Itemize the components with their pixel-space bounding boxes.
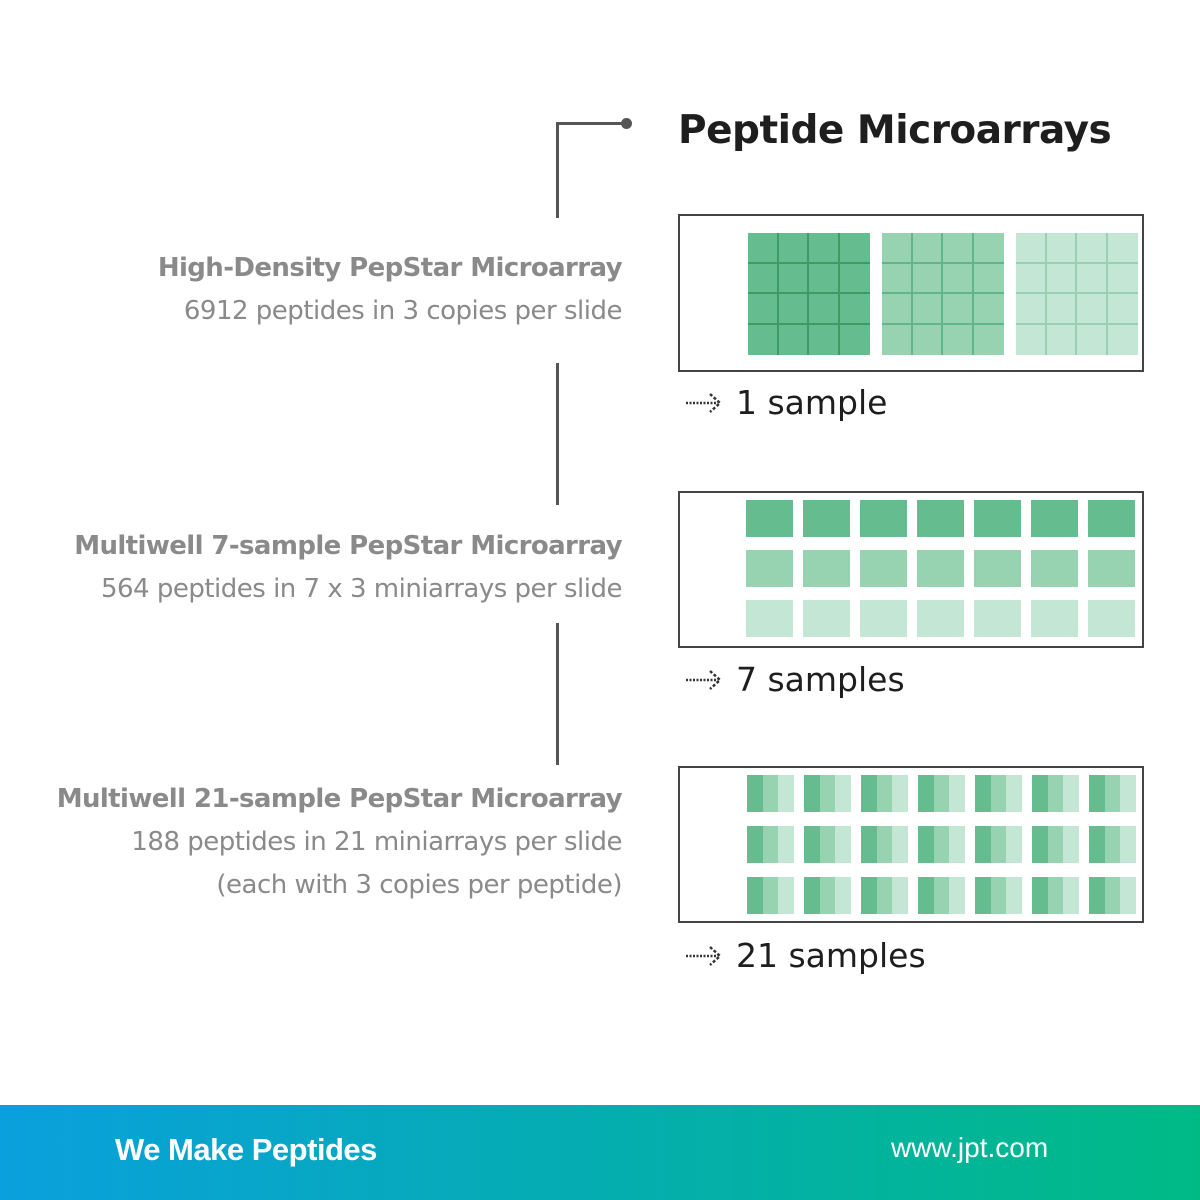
miniarray-well (1088, 500, 1135, 537)
dotted-arrow-icon (684, 667, 728, 693)
miniarray-well (804, 877, 851, 914)
array-spot (1016, 294, 1047, 325)
array-spot (1016, 264, 1047, 295)
array-spot (1016, 325, 1047, 356)
miniarray-well (804, 775, 851, 812)
miniarray-well (1031, 600, 1078, 637)
miniarray-well (746, 600, 793, 637)
array-spot (1077, 233, 1108, 264)
miniarray-well (975, 775, 1022, 812)
array-spot (748, 233, 779, 264)
miniarray-well (918, 877, 965, 914)
array-spot (748, 325, 779, 356)
miniarray-well (746, 550, 793, 587)
miniarray-well (974, 550, 1021, 587)
array-spot (779, 233, 810, 264)
miniarray-well (747, 826, 794, 863)
slide-high-density (678, 214, 1144, 372)
array-spot (1077, 294, 1108, 325)
array-spot (1047, 294, 1078, 325)
array-spot (1108, 294, 1139, 325)
miniarray-well (803, 500, 850, 537)
product-description-note: (each with 3 copies per peptide) (216, 870, 622, 900)
array-spot (943, 294, 974, 325)
result-7-samples (684, 660, 905, 699)
connector-dot-icon (621, 118, 632, 129)
miniarray-well (917, 550, 964, 587)
array-spot (840, 294, 871, 325)
miniarray-well (1089, 877, 1136, 914)
footer-slogan: We Make Peptides (115, 1132, 377, 1167)
array-spot (974, 233, 1005, 264)
array-spot (1047, 264, 1078, 295)
dotted-arrow-icon (684, 390, 728, 416)
miniarray-well (860, 550, 907, 587)
miniarray-well (918, 775, 965, 812)
product-label-high-density (158, 246, 622, 333)
footer-website-link[interactable]: www.jpt.com (891, 1132, 1049, 1163)
product-name: Multiwell 21-sample PepStar Microarray (56, 784, 622, 814)
miniarray-well (1031, 500, 1078, 537)
array-spot (1047, 325, 1078, 356)
array-spot (974, 325, 1005, 356)
array-spot (779, 294, 810, 325)
array-spot (779, 264, 810, 295)
miniarray-well (1031, 550, 1078, 587)
slide-multiwell-7 (678, 491, 1144, 648)
array-spot (1016, 233, 1047, 264)
result-label: 7 samples (736, 660, 905, 699)
array-spot (943, 264, 974, 295)
array-spot (840, 325, 871, 356)
array-spot (882, 233, 913, 264)
product-description: 564 peptides in 7 x 3 miniarrays per slide (100, 574, 622, 604)
product-label-multiwell-21 (57, 777, 622, 907)
connector-segment-1 (556, 122, 559, 218)
array-spot (943, 233, 974, 264)
miniarray-well (804, 826, 851, 863)
miniarray-well (1032, 826, 1079, 863)
miniarray-well (860, 600, 907, 637)
array-spot (809, 233, 840, 264)
result-label: 21 samples (736, 936, 926, 975)
array-spot (779, 325, 810, 356)
array-block-light (1016, 233, 1138, 355)
result-label: 1 sample (736, 383, 888, 422)
dotted-arrow-icon (684, 943, 728, 969)
miniarray-well (746, 500, 793, 537)
miniarray-well (747, 775, 794, 812)
result-21-samples (684, 936, 926, 975)
miniarray-well (917, 600, 964, 637)
miniarray-well (975, 877, 1022, 914)
miniarray-well (803, 550, 850, 587)
array-spot (1108, 233, 1139, 264)
array-spot (913, 233, 944, 264)
product-name: Multiwell 7-sample PepStar Microarray (74, 531, 622, 561)
array-spot (1047, 233, 1078, 264)
result-1-sample (684, 383, 887, 422)
product-label-multiwell-7 (74, 524, 622, 611)
page-title: Peptide Microarrays (678, 108, 1112, 153)
miniarray-well (1088, 550, 1135, 587)
miniarray-well (974, 600, 1021, 637)
array-block-dark (748, 233, 870, 355)
array-spot (1077, 264, 1108, 295)
miniarray-well (1032, 877, 1079, 914)
footer-banner (0, 1105, 1200, 1200)
array-spot (882, 294, 913, 325)
miniarray-well (1032, 775, 1079, 812)
array-spot (809, 264, 840, 295)
miniarray-well (974, 500, 1021, 537)
connector-segment-2 (556, 363, 559, 505)
array-spot (809, 294, 840, 325)
miniarray-well (1089, 775, 1136, 812)
miniarray-well (917, 500, 964, 537)
slide-multiwell-21 (678, 766, 1144, 923)
miniarray-well (860, 500, 907, 537)
product-name: High-Density PepStar Microarray (157, 253, 622, 283)
array-block-medium (882, 233, 1004, 355)
miniarray-well (861, 826, 908, 863)
array-spot (913, 294, 944, 325)
array-spot (840, 233, 871, 264)
array-spot (974, 294, 1005, 325)
connector-horizontal (556, 122, 626, 125)
array-spot (748, 264, 779, 295)
array-spot (748, 294, 779, 325)
miniarray-well (747, 877, 794, 914)
array-spot (1108, 325, 1139, 356)
array-spot (1077, 325, 1108, 356)
miniarray-well (1088, 600, 1135, 637)
miniarray-well (975, 826, 1022, 863)
connector-segment-3 (556, 623, 559, 765)
array-spot (882, 264, 913, 295)
array-spot (913, 325, 944, 356)
array-spot (882, 325, 913, 356)
array-spot (1108, 264, 1139, 295)
array-spot (913, 264, 944, 295)
miniarray-well (861, 775, 908, 812)
array-spot (974, 264, 1005, 295)
miniarray-well (1089, 826, 1136, 863)
array-spot (943, 325, 974, 356)
product-description: 188 peptides in 21 miniarrays per slide (131, 827, 622, 857)
miniarray-well (803, 600, 850, 637)
miniarray-well (861, 877, 908, 914)
array-spot (840, 264, 871, 295)
product-description: 6912 peptides in 3 copies per slide (183, 296, 622, 326)
miniarray-well (918, 826, 965, 863)
array-spot (809, 325, 840, 356)
